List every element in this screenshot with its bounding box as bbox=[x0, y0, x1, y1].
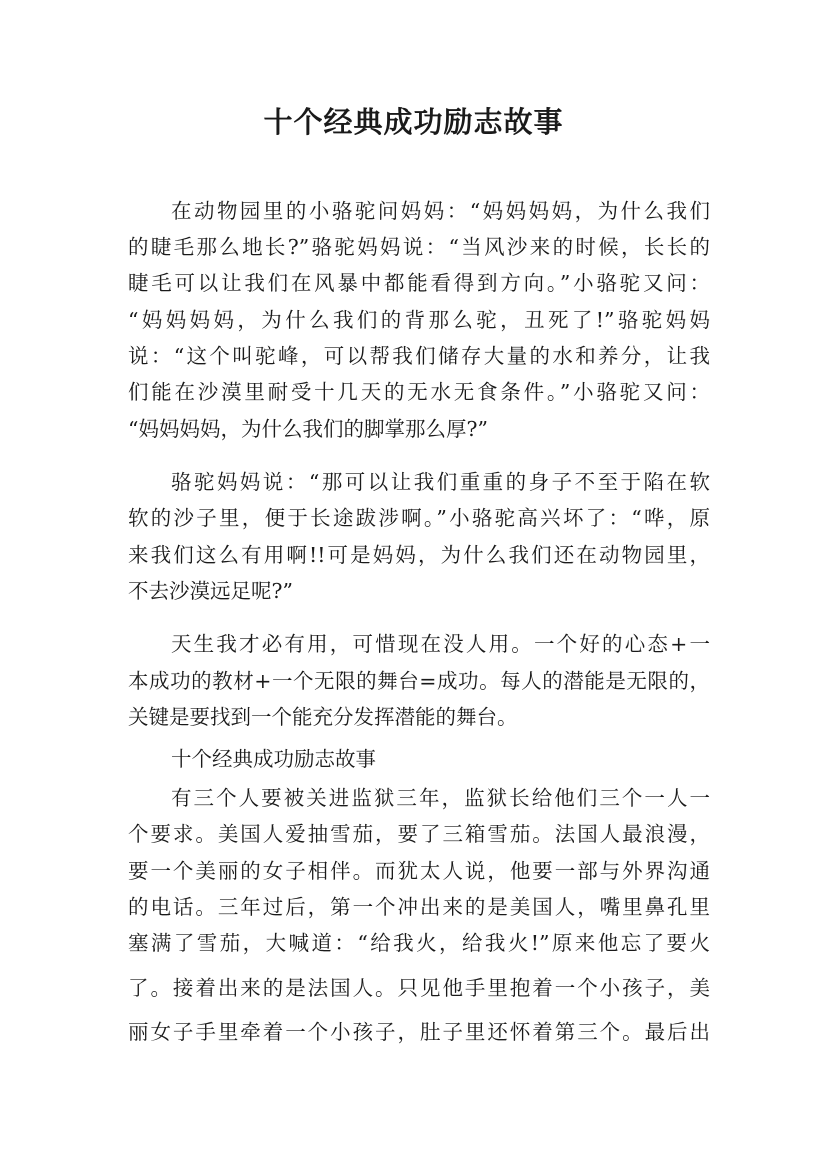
text-line: 关键是要找到一个能充分发挥潜能的舞台。 bbox=[128, 705, 518, 729]
text-line: 们能在沙漠里耐受十几天的无水无食条件。”小骆驼又问： bbox=[128, 380, 710, 404]
text-line: 的睫毛那么地长?”骆驼妈妈说：“当风沙来的时候，长长的 bbox=[128, 235, 710, 259]
text-line: 在动物园里的小骆驼问妈妈：“妈妈妈妈，为什么我们 bbox=[171, 199, 710, 223]
text-line: 来我们这么有用啊!!可是妈妈，为什么我们还在动物园里， bbox=[128, 543, 710, 567]
text-line: 睫毛可以让我们在风暴中都能看得到方向。”小骆驼又问： bbox=[128, 271, 710, 295]
text-line: 本成功的教材+一个无限的舞台=成功。每人的潜能是无限的， bbox=[128, 669, 710, 693]
text-line: 有三个人要被关进监狱三年，监狱长给他们三个一人一 bbox=[171, 786, 710, 810]
text-line: 骆驼妈妈说：“那可以让我们重重的身子不至于陷在软 bbox=[171, 470, 710, 494]
document-title: 十个经典成功励志故事 bbox=[263, 105, 564, 139]
section-heading: 十个经典成功励志故事 bbox=[171, 747, 376, 771]
text-line: 的电话。三年过后，第一个冲出来的是美国人，嘴里鼻孔里 bbox=[128, 895, 710, 919]
text-line: 软的沙子里，便于长途跋涉啊。”小骆驼高兴坏了：“哗，原 bbox=[128, 506, 710, 530]
text-line: 塞满了雪茄，大喊道：“给我火，给我火!”原来他忘了要火 bbox=[128, 931, 710, 955]
text-line: 个要求。美国人爱抽雪茄，要了三箱雪茄。法国人最浪漫， bbox=[128, 822, 710, 846]
text-line: “妈妈妈妈，为什么我们的背那么驼，丑死了!”骆驼妈妈 bbox=[128, 308, 710, 332]
text-line: 不去沙漠远足呢?” bbox=[128, 579, 293, 603]
text-line: 说：“这个叫驼峰，可以帮我们储存大量的水和养分，让我 bbox=[128, 344, 710, 368]
text-line: 天生我才必有用，可惜现在没人用。一个好的心态+一 bbox=[171, 632, 710, 656]
text-line: 丽女子手里牵着一个小孩子，肚子里还怀着第三个。最后出 bbox=[128, 1020, 710, 1044]
text-line: 了。接着出来的是法国人。只见他手里抱着一个小孩子，美 bbox=[128, 976, 710, 1000]
text-line: 要一个美丽的女子相伴。而犹太人说，他要一部与外界沟通 bbox=[128, 859, 710, 883]
text-line: “妈妈妈妈，为什么我们的脚掌那么厚?” bbox=[128, 417, 488, 441]
